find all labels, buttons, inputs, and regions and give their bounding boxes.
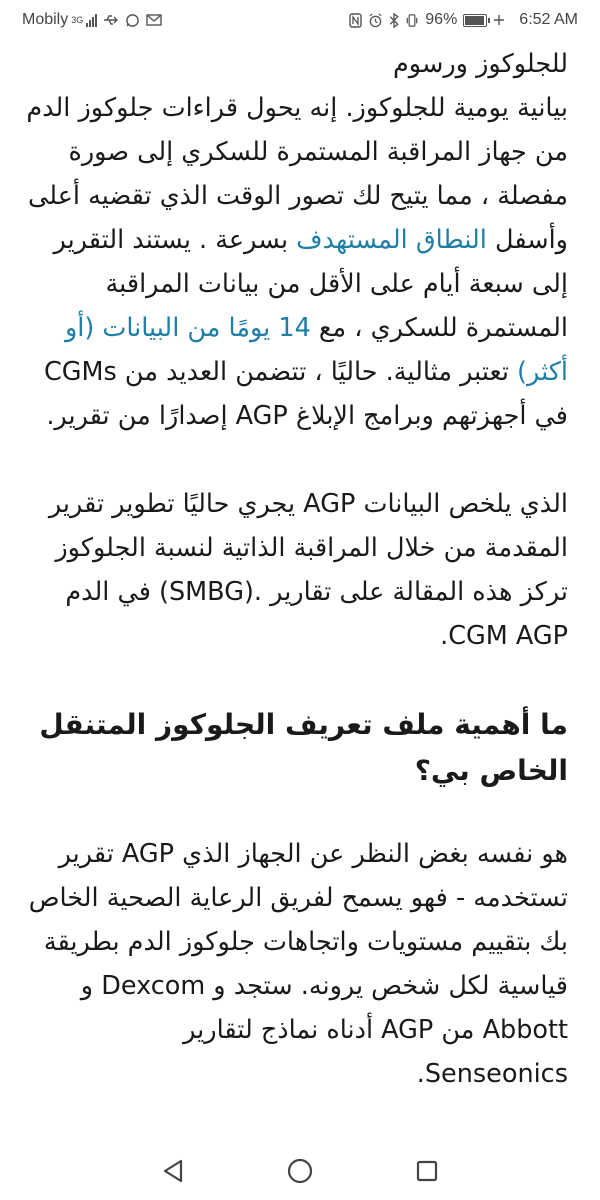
battery-icon	[463, 14, 487, 27]
battery-saver-icon	[493, 14, 505, 26]
clock: 6:52 AM	[519, 11, 578, 28]
recents-icon[interactable]	[407, 1151, 447, 1191]
article-paragraph-2: الذي يلخص البيانات AGP يجري حاليًا تطوير تقرير المقدمة من خلال المراقبة الذاتية لنسبة الجلوكوز تركز هذه المقالة على تقارير .(SMBG) في الدم CGM AGP.	[48, 489, 568, 651]
section-heading: ما أهمية ملف تعريف الجلوكوز المتنقل الخاص بي؟	[39, 708, 568, 787]
target-range-link[interactable]: النطاق المستهدف	[296, 225, 487, 255]
article-content[interactable]	[0, 40, 600, 1142]
paragraph-text: للجلوكوز ورسوم	[393, 49, 568, 79]
carrier-label: Mobily	[22, 11, 69, 28]
article-paragraph-1	[24, 42, 568, 438]
network-type-label: 3G	[71, 15, 84, 25]
fourteen-days-link[interactable]: 14 يومًا من البيانات (أو أكثر)	[64, 313, 568, 387]
article-paragraph-3: هو نفسه بغض النظر عن الجهاز الذي AGP تقرير تستخدمه - فهو يسمح لفريق الرعاية الصحية الخاص بك بتقييم مستويات واتجاهات جلوكوز الدم بطريقة قياسية لكل شخص يرونه. ستجد و Dexcom و Abbott من AGP أدناه نماذج لتقارير Senseonics.	[28, 839, 568, 1089]
alarm-icon	[368, 13, 383, 28]
signal-icon	[86, 13, 97, 27]
usb-icon	[103, 13, 119, 27]
status-bar-right	[349, 11, 578, 29]
battery-percent: 96%	[425, 11, 458, 28]
paragraph-text: تعتبر مثالية. حاليًا ، تتضمن العديد من CGMs في أجهزتهم وبرامج الإبلاغ AGP إصدارًا من تقرير.	[43, 357, 568, 431]
home-icon[interactable]	[280, 1151, 320, 1191]
paragraph-text: بسرعة . يستند التقرير إلى سبعة أيام على الأقل من بيانات المراقبة المستمرة للسكري ، مع	[53, 225, 568, 343]
bluetooth-icon	[389, 13, 399, 28]
email-icon	[146, 14, 162, 26]
nfc-icon	[349, 13, 362, 28]
paragraph-text: بيانية يومية للجلوكوز. إنه يحول قراءات جلوكوز الدم من جهاز المراقبة المستمرة للسكري إلى صورة مفصلة ، مما يتيح لك تصور الوقت الذي تقضيه أعلى وأسفل	[26, 93, 568, 255]
whatsapp-icon	[125, 13, 140, 28]
vibrate-icon	[405, 13, 419, 28]
back-icon[interactable]	[153, 1151, 193, 1191]
navigation-bar	[0, 1142, 600, 1200]
status-bar	[0, 0, 600, 40]
status-bar-left	[22, 11, 162, 29]
